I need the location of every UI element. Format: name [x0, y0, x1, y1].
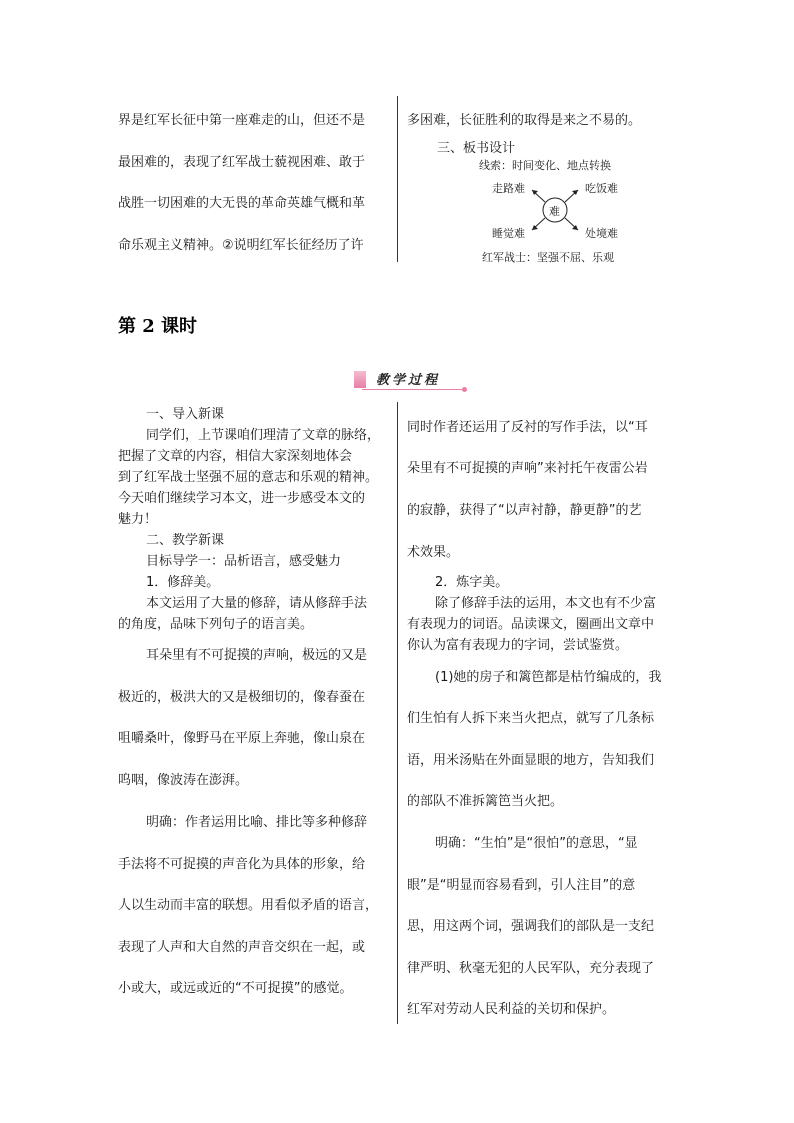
analysis-line: 思，用这两个词，强调我们的部队是一支纪 — [407, 919, 655, 934]
text-line: 魅力！ — [118, 512, 158, 527]
quote-line: 呜咽，像波涛在澎湃。 — [118, 773, 249, 788]
analysis-line: 红军对劳动人民利益的关切和保护。 — [407, 1002, 616, 1017]
node-top-left: 走路难 — [492, 182, 525, 195]
analysis-line: 明确：作者运用比喻、排比等多种修辞 — [146, 815, 368, 830]
point-heading: 1．修辞美。 — [146, 575, 220, 590]
banner-text: 教学过程 — [376, 373, 441, 388]
text-line: 术效果。 — [407, 545, 460, 560]
example-line: (1)她的房子和篱笆都是枯竹编成的，我 — [435, 670, 662, 685]
column-divider — [397, 96, 398, 262]
new-lesson-heading: 二、教学新课 — [146, 533, 225, 548]
board-design-center: 难 — [549, 205, 560, 218]
text-line: 你认为富有表现力的字词，尝试鉴赏。 — [407, 638, 629, 653]
quote-line: 极近的，极洪大的又是极细切的，像春蚕在 — [118, 690, 366, 705]
analysis-line: 表现了人声和大自然的声音交织在一起，或 — [118, 940, 366, 955]
banner-decoration — [354, 371, 366, 388]
text-line: 同时作者还运用了反衬的写作手法，以“耳 — [407, 420, 648, 435]
quote-line: 咀嚼桑叶，像野马在平原上奔驰，像山泉在 — [118, 731, 366, 746]
text-line: 的角度，品味下列句子的语言美。 — [118, 617, 314, 632]
text-line: 界是红军长征中第一座难走的山，但还不是 — [118, 113, 366, 128]
analysis-line: 手法将不可捉摸的声音化为具体的形象，给 — [118, 857, 366, 872]
node-bottom-left: 睡觉难 — [492, 227, 525, 240]
example-line: 的部队不准拆篱笆当火把。 — [407, 794, 564, 809]
text-line: 今天咱们继续学习本文，进一步感受本文的 — [118, 491, 366, 506]
section-banner — [354, 369, 466, 393]
analysis-line: 律严明、秋毫无犯的人民军队，充分表现了 — [407, 961, 655, 976]
goal-heading: 目标导学一：品析语言，感受魅力 — [146, 554, 342, 569]
text-line: 战胜一切困难的大无畏的革命英雄气概和革 — [118, 196, 366, 211]
board-design-conclusion: 红军战士：坚强不屈、乐观 — [482, 251, 614, 264]
text-line: 同学们，上节课咱们理清了文章的脉络， — [146, 428, 381, 443]
board-design-clue: 线索：时间变化、地点转换 — [479, 159, 611, 172]
text-line: 有表现力的词语。品读课文，圈画出文章中 — [407, 617, 655, 632]
analysis-line: 小或大，或远或近的“不可捉摸”的感觉。 — [118, 981, 353, 996]
example-line: 们生怕有人拆下来当火把点，就写了几条标 — [407, 711, 655, 726]
text-line: 命乐观主义精神。②说明红军长征经历了许 — [118, 238, 364, 253]
node-bottom-right: 处境难 — [585, 227, 618, 240]
node-top-right: 吃饭难 — [585, 182, 618, 195]
lesson-title: 第 2 课时 — [118, 316, 198, 337]
text-line: 多困难，长征胜利的取得是来之不易的。 — [407, 113, 642, 128]
column-divider — [397, 402, 398, 1024]
text-line: 朵里有不可捉摸的声响”来衬托午夜雷公岩 — [407, 461, 648, 476]
text-line: 到了红军战士坚强不屈的意志和乐观的精神。 — [118, 470, 379, 485]
text-line: 的寂静，获得了“以声衬静，静更静”的艺 — [407, 503, 642, 518]
banner-dot — [462, 387, 467, 392]
text-line: 本文运用了大量的修辞，请从修辞手法 — [146, 596, 368, 611]
text-line: 除了修辞手法的运用，本文也有不少富 — [435, 596, 657, 611]
board-design-heading: 三、板书设计 — [437, 141, 516, 156]
analysis-line: 明确：“生怕”是“很怕”的意思，“显 — [435, 836, 638, 851]
point-heading: 2．炼字美。 — [435, 575, 509, 590]
intro-heading: 一、导入新课 — [146, 407, 225, 422]
quote-line: 耳朵里有不可捉摸的声响，极远的又是 — [146, 648, 368, 663]
text-line: 最困难的，表现了红军战士藐视困难、敢于 — [118, 155, 366, 170]
text-line: 把握了文章的内容，相信大家深刻地体会 — [118, 449, 353, 464]
banner-underline — [362, 389, 466, 390]
analysis-line: 人以生动而丰富的联想。用看似矛盾的语言， — [118, 898, 379, 913]
example-line: 语，用米汤贴在外面显眼的地方，告知我们 — [407, 753, 655, 768]
analysis-line: 眼”是“明显而容易看到，引人注目”的意 — [407, 878, 636, 893]
